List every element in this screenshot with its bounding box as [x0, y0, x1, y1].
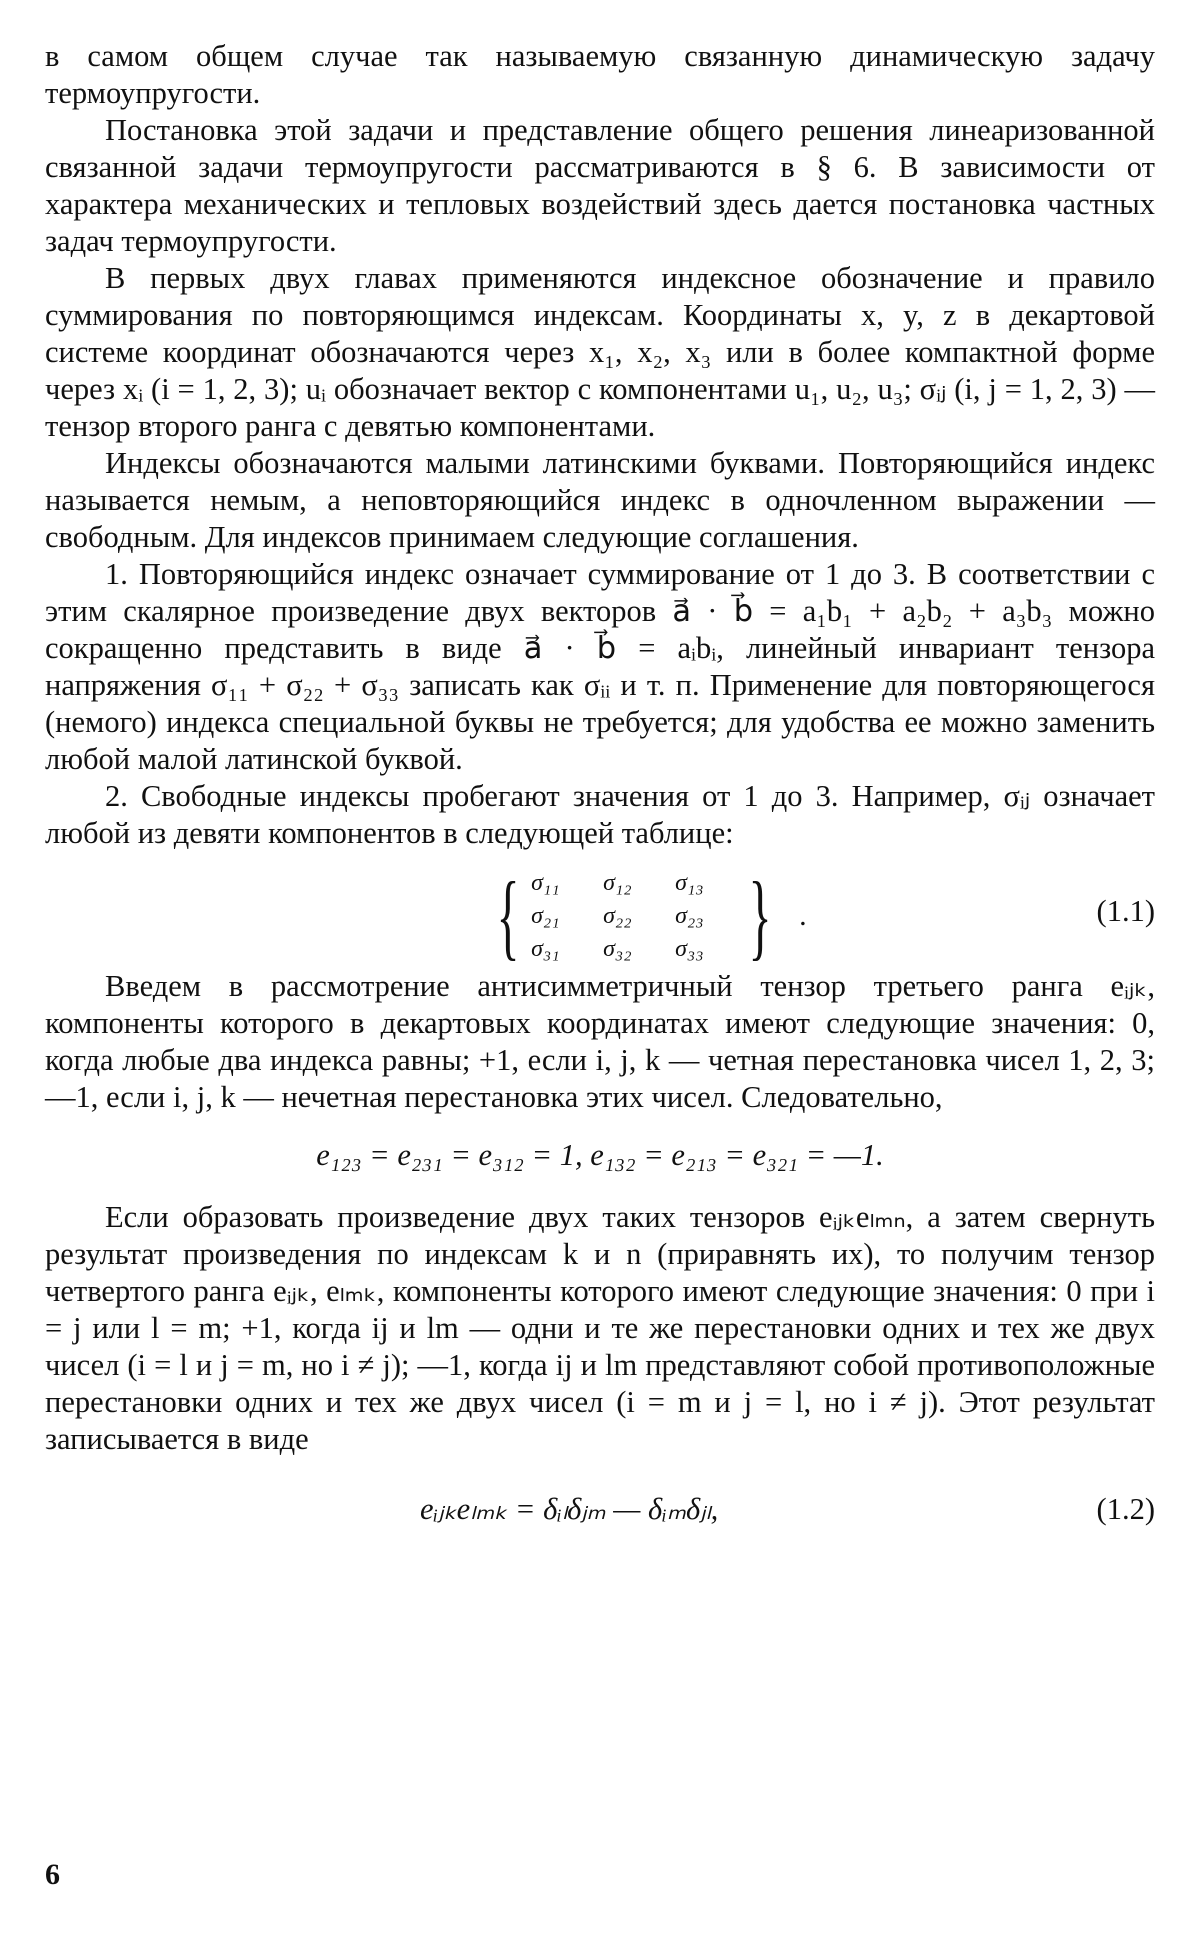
- matrix-cell: σ₂₂: [603, 902, 632, 929]
- right-brace: }: [748, 862, 772, 969]
- paragraph: Если образовать произведение двух таких тензоров eᵢⱼₖeₗₘₙ, а затем свернуть результат произведения по индексам k и n (приравнять их), то получим тензор четвертого ранга eᵢⱼₖ, eₗₘₖ, компоненты которого имеют следующие значения: 0 при i = j или l = m; +1, когда ij и lm — одни и те же перестановки одних и тех же двух чисел (i = l и j = m, но i ≠ j); —1, когда ij и lm представляют собой противоположные перестановки одних и тех же двух чисел (i = m и j = l, но i ≠ j). Этот результат записывается в виде: [45, 1200, 1155, 1456]
- page-body: [45, 38, 1155, 1544]
- paragraph: в самом общем случае так называемую связанную динамическую задачу термоупругости.: [45, 39, 1155, 110]
- paragraph: Постановка этой задачи и представление общего решения линеаризованной связанной задачи термоупругости рассматриваются в § 6. В зависимости от характера механических и тепловых воздействий здесь дается постановка частных задач термоупругости.: [45, 113, 1155, 258]
- matrix-grid: [531, 870, 737, 963]
- paragraph: 2. Свободные индексы пробегают значения от 1 до 3. Например, σᵢⱼ означает любой из девяти компонентов в следующей таблице:: [45, 779, 1155, 850]
- matrix-period: .: [799, 899, 807, 932]
- matrix-cell: σ₃₂: [603, 935, 632, 962]
- paragraph: Индексы обозначаются малыми латинскими буквами. Повторяющийся индекс называется немым, а неповторяющийся индекс в одночленном выражении — свободным. Для индексов принимаем следующие соглашения.: [45, 446, 1155, 554]
- page-number: 6: [45, 1858, 60, 1891]
- matrix-cell: σ₂₃: [675, 902, 704, 929]
- equation-formula: eᵢⱼₖeₗₘₖ = δᵢₗδⱼₘ — δᵢₘδⱼₗ,: [420, 1492, 719, 1526]
- matrix-cell: σ₂₁: [531, 902, 560, 929]
- matrix-equation: [45, 860, 1155, 969]
- matrix-cell: σ₁₁: [531, 869, 560, 896]
- paragraph: 1. Повторяющийся индекс означает суммирование от 1 до 3. В соответствии с этим скалярное произведение двух векторов a⃗ · b⃗ = a₁b₁ + a₂b₂ + a₃b₃ можно сокращенно представить в виде a⃗ · b⃗ = aᵢbᵢ, линейный инвариант тензора напряжения σ₁₁ + σ₂₂ + σ₃₃ записать как σᵢᵢ и т. п. Применение для повторяющегося (немого) индекса специальной буквы не требуется; для удобства ее можно заменить любой малой латинской буквой.: [45, 557, 1155, 776]
- equation-number: (1.2): [1096, 1492, 1155, 1526]
- equation-number: (1.1): [1096, 894, 1155, 928]
- left-brace: {: [496, 862, 520, 969]
- levi-civita-values-equation: e₁₂₃ = e₂₃₁ = e₃₁₂ = 1, e₁₃₂ = e₂₁₃ = e₃₂₁ = —1.: [316, 1138, 884, 1172]
- contraction-equation: [45, 1480, 1155, 1544]
- matrix-cell: σ₃₁: [531, 935, 560, 962]
- matrix-cell: σ₁₃: [675, 869, 704, 896]
- paragraph: В первых двух главах применяются индексное обозначение и правило суммирования по повторяющимся индексам. Координаты x, y, z в декартовой системе координат обозначаются через x₁, x₂, x₃ или в более компактной форме через xᵢ (i = 1, 2, 3); uᵢ обозначает вектор с компонентами u₁, u₂, u₃; σᵢⱼ (i, j = 1, 2, 3) — тензор второго ранга с девятью компонентами.: [45, 261, 1155, 443]
- paragraph: Введем в рассмотрение антисимметричный тензор третьего ранга eᵢⱼₖ, компоненты которого в декартовых координатах имеют следующие значения: 0, когда любые два индекса равны; +1, если i, j, k — четная перестановка чисел 1, 2, 3; —1, если i, j, k — нечетная перестановка этих чисел. Следовательно,: [45, 969, 1155, 1114]
- matrix-cell: σ₁₂: [603, 869, 632, 896]
- stress-matrix: [485, 862, 807, 969]
- matrix-cell: σ₃₃: [675, 935, 704, 962]
